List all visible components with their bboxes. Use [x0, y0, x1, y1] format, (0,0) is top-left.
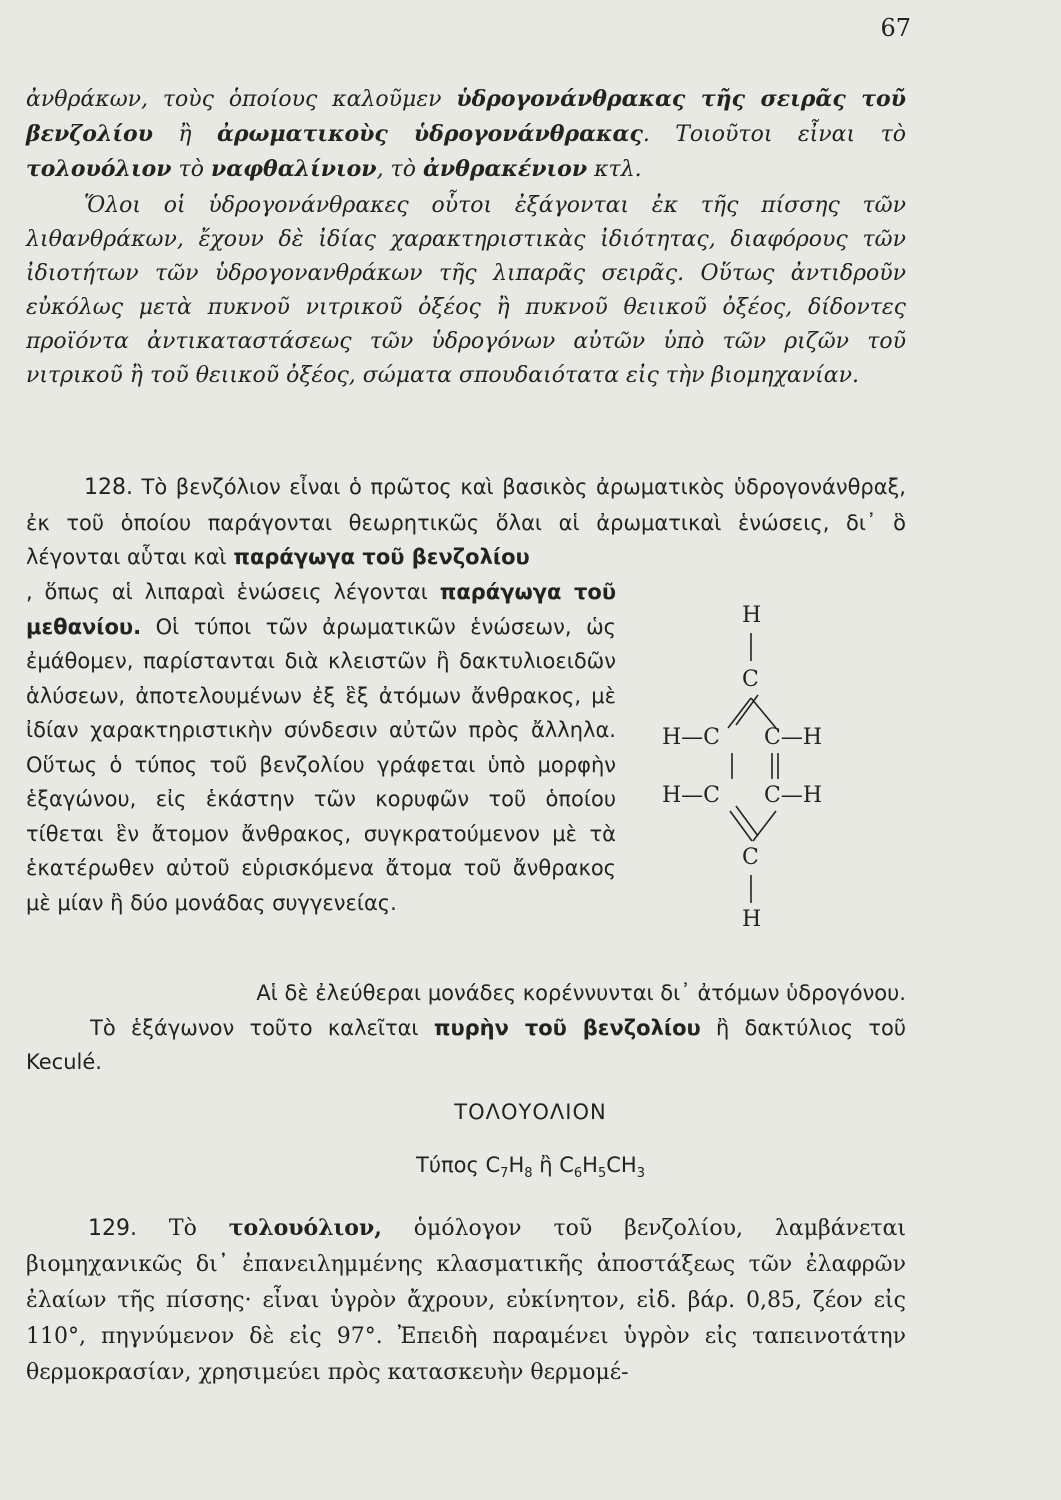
h-top: H	[742, 603, 762, 628]
term-anthracene: ἀνθρακένιον	[422, 156, 588, 182]
hc-left-lower: H—C	[662, 783, 721, 808]
ch-right-lower: C—H	[764, 783, 823, 808]
section-number-128: 128.	[84, 475, 133, 500]
hc-left-upper: H—C	[662, 725, 721, 750]
c-bottom: C	[742, 845, 759, 870]
term-aromatic-hydrocarbons: ὑδρογονάνθρακας τῆς σειρᾶς τοῦ βενζολίου	[26, 86, 906, 147]
paragraph-properties: Ὅλοι οἱ ὑδρογονάνθρακες οὗτοι ἐξάγονται ἐκ τῆς πίσσης τῶν λιθανθράκων, ἔχουν δὲ ἰδίας χαρακτηριστικὰς ἰδιότητας, διαφόρους τῶν ἰδιοτήτων τῶν ὑδρογονανθράκων τῆς λιπαρᾶς σειρᾶς. Οὕτως ἀντιδροῦν εὐκόλως μετὰ πυκνοῦ νιτρικοῦ ὀξέος ἢ πυκνοῦ θειικοῦ ὀξέος, δίδοντες προϊόντα ἀντικαταστάσεως τῶν ὑδρογόνων αὐτῶν ὑπὸ τῶν ριζῶν τοῦ νιτρικοῦ ἢ τοῦ θειικοῦ ὀξέος, σώματα σπουδαιότατα εἰς τὴν βιομηχανίαν.	[26, 193, 906, 388]
term-benzene-derivatives: παράγωγα τοῦ βενζολίου	[233, 545, 530, 569]
term-benzene-nucleus: πυρὴν τοῦ βενζολίου	[433, 1015, 701, 1040]
section-128-end: Αἱ δὲ ἐλεύθεραι μονάδες κορέννυνται δι᾽ ἀτόμων ὑδρογόνου. Τὸ ἑξάγωνον τοῦτο καλεῖται πυρὴν τοῦ βενζολίου ἢ δακτύλιος τοῦ Keculé.	[26, 981, 907, 1074]
section-heading-toluene: ΤΟΛΟΥΟΛΙΟΝ	[454, 1100, 607, 1124]
term-naphthalene: ναφθαλίνιον	[210, 156, 377, 182]
term-toluene-bold: τολουόλιον,	[228, 1215, 382, 1241]
ch-right-upper: C—H	[764, 725, 823, 750]
intro-paragraph: ἀνθράκων, τοὺς ὁποίους καλοῦμεν ὑδρογονάνθρακας τῆς σειρᾶς τοῦ βενζολίου ἢ ἀρωματικοὺς ὑδρογονάνθρακας. Τοιοῦτοι εἶναι τὸ τολουόλιον τὸ ναφθαλίνιον, τὸ ἀνθρακένιον κτλ. Ὅλοι οἱ ὑδρογονάνθρακες οὗτοι ἐξάγονται ἐκ τῆς πίσσης τῶν λιθανθράκων, ἔχουν δὲ ἰδίας χαρακτηριστικὰς ἰδιότητας, διαφόρους τῶν ἰδιοτήτων τῶν ὑδρογονανθράκων τῆς λιπαρᾶς σειρᾶς. Οὕτως ἀντιδροῦν εὐκόλως μετὰ πυκνοῦ νιτρικοῦ ὀξέος ἢ πυκνοῦ θειικοῦ ὀξέος, δίδοντες προϊόντα ἀντικαταστάσεως τῶν ὑδρογόνων αὐτῶν ὑπὸ τῶν ριζῶν τοῦ νιτρικοῦ ἢ τοῦ θειικοῦ ὀξέος, σώματα σπουδαιότατα εἰς τὴν βιομηχανίαν.	[26, 82, 906, 393]
section-129: 129. Τὸ τολουόλιον, ὁμόλογον τοῦ βενζολίου, λαμβάνεται βιομηχανικῶς δι᾽ ἐπανειλημμένης κλασματικῆς ἀποστάξεως τῶν ἐλαφρῶν ἐλαίων τῆς πίσσης· εἶναι ὑγρὸν ἄχρουν, εὐκίνητον, εἰδ. βάρ. 0,85, ζέον εἰς 110°, πηγνύμενον δὲ εἰς 97°. Ἐπειδὴ παραμένει ὑγρὸν εἰς ταπεινοτάτην θερμοκρασίαν, χρησιμεύει πρὸς κατασκευὴν θερμομέ-	[26, 1215, 906, 1385]
term-methane-derivatives: παράγωγα τοῦ μεθανίου.	[26, 580, 617, 639]
section-number-129: 129.	[88, 1216, 137, 1241]
toluene-formula: Τύπος $C_7H_8$ ἢ $C_6H_5CH_3$	[416, 1153, 645, 1182]
term-toluene: τολουόλιον	[26, 156, 172, 182]
c-top: C	[742, 667, 759, 692]
section-128: 128. Τὸ βενζόλιον εἶναι ὁ πρῶτος καὶ βασικὸς ἀρωματικὸς ὑδρογονάνθραξ, ἐκ τοῦ ὁποίου παράγονται θεωρητικῶς ὅλαι αἱ ἀρωματικαὶ ἑνώσεις, δι᾽ ὃ λέγονται αὗται καὶ παράγωγα τοῦ βενζολίου	[26, 475, 906, 569]
section-128-wrap: , ὅπως αἱ λιπαραὶ ἑνώσεις λέγονται παράγωγα τοῦ μεθανίου. Οἱ τύποι τῶν ἀρωματικῶν ἑνώσεων, ὡς ἐμάθομεν, παρίστανται διὰ κλειστῶν ἢ δακτυλιοειδῶν ἁλύσεων, ἀποτελουμένων ἐξ ἓξ ἀτόμων ἄνθρακος, μὲ ἰδίαν χαρακτηριστικὴν σύνδεσιν αὐτῶν πρὸς ἄλληλα. Οὕτως ὁ τύπος τοῦ βενζολίου γράφεται ὑπὸ μορφὴν ἑξαγώνου, εἰς ἑκάστην τῶν κορυφῶν τοῦ ὁποίου τίθεται ἓν ἄτομον ἄνθρακος, συγκρατούμενον μὲ τὰ ἑκατέρωθεν αὐτοῦ εὑρισκόμενα ἄτομα τοῦ ἄνθρακος μὲ μίαν ἢ δύο μονάδας συγγενείας.	[26, 580, 617, 915]
benzene-bonds	[650, 603, 880, 943]
h-bottom: H	[742, 907, 762, 932]
page-number: 67	[880, 14, 911, 42]
benzene-structure-diagram	[650, 603, 880, 943]
